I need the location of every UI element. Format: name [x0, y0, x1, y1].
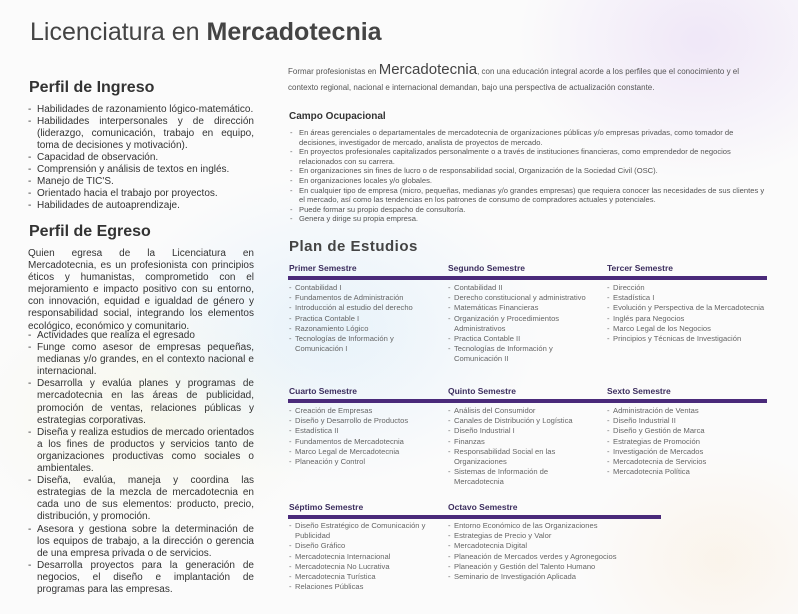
list-item: - Diseño Gráfico	[289, 541, 439, 551]
list-item: - Organización y Procedimientos Administrativos	[448, 314, 598, 334]
list-item: - En cualquier tipo de empresa (micro, pequeñas, medianas y/o grandes empresas) que requiera conocer las necesidades de sus clientes y el mercado, así como las tendencias en los patrones de consumo de compradores actuales y potenciales.	[290, 186, 770, 205]
list-item: - Desarrolla proyectos para la generación de negocios, el diseño e implantación de programas para las empresas.	[28, 560, 254, 596]
semester-4-title: Cuarto Semestre	[289, 386, 358, 396]
semester-1-list	[289, 283, 439, 354]
list-item: - Inglés para Negocios	[607, 314, 777, 324]
list-item: - Habilidades interpersonales y de dirección (liderazgo, comunicación, trabajo en equipo, toma de decisiones y motivación).	[28, 116, 254, 152]
list-item: - Razonamiento Lógico	[289, 324, 439, 334]
list-item: - Estrategias de Promoción	[607, 437, 777, 447]
semester-7-list	[289, 521, 439, 592]
list-item: - Habilidades de razonamiento lógico-matemático.	[28, 104, 254, 116]
semester-4-list	[289, 406, 439, 467]
list-item: - Entorno Económico de las Organizaciones	[448, 521, 663, 531]
title-brand: Mercadotecnia	[206, 18, 382, 46]
list-item: - Evolución y Perspectiva de la Mercadotecnia	[607, 303, 777, 313]
list-item: - Estadística I	[607, 293, 777, 303]
perfil-ingreso-list	[28, 104, 254, 212]
list-item: - Tecnologías de Información y Comunicación II	[448, 344, 598, 364]
semester-8-title: Octavo Semestre	[448, 502, 518, 512]
page-title	[30, 18, 382, 47]
list-item: - Desarrolla y evalúa planes y programas de mercadotecnia en las áreas de publicidad, promoción de ventas, relaciones públicas y estrategias corporativas.	[28, 378, 254, 426]
plan-estudios-heading: Plan de Estudios	[289, 238, 418, 255]
semester-2-list	[448, 283, 598, 365]
perfil-egreso-list	[28, 330, 254, 596]
perfil-egreso-heading: Perfil de Egreso	[29, 223, 151, 240]
list-item: - Manejo de TIC'S.	[28, 176, 254, 188]
semester-2-title: Segundo Semestre	[448, 263, 525, 273]
list-item: - Mercadotecnia Digital	[448, 541, 663, 551]
list-item: - Marco Legal de Mercadotecnia	[289, 447, 439, 457]
list-item: - Habilidades de autoaprendizaje.	[28, 200, 254, 212]
semester-6-list	[607, 406, 777, 477]
list-item: - Contabilidad I	[289, 283, 439, 293]
list-item: - Administración de Ventas	[607, 406, 777, 416]
list-item: - Asesora y gestiona sobre la determinación de los equipos de trabajo, a la dirección o gerencia de una empresa privada o de servicios.	[28, 524, 254, 560]
list-item: - Diseño y Desarrollo de Productos	[289, 416, 439, 426]
list-item: - En organizaciones locales y/o globales.	[290, 176, 770, 186]
list-item: - Practica Contable II	[448, 334, 598, 344]
semester-3-list	[607, 283, 777, 344]
title-prefix: Licenciatura en	[30, 18, 207, 46]
list-item: - Diseño Industrial I	[448, 426, 598, 436]
list-item: - Estrategias de Precio y Valor	[448, 531, 663, 541]
campo-ocupacional-list	[290, 128, 770, 224]
list-item: - Diseña y realiza estudios de mercado orientados a los fines de productos y servicios tanto de organizaciones productivas como sociales o ambientales.	[28, 427, 254, 475]
list-item: - Puede formar su propio despacho de consultoría.	[290, 205, 770, 215]
semester-5-title: Quinto Semestre	[448, 386, 517, 396]
list-item: - Marco Legal de los Negocios	[607, 324, 777, 334]
list-item: - Análisis del Consumidor	[448, 406, 598, 416]
semester-1-title: Primer Semestre	[289, 263, 357, 273]
list-item: - Creación de Empresas	[289, 406, 439, 416]
perfil-ingreso-heading: Perfil de Ingreso	[29, 79, 155, 96]
objetivo-brand: Mercadotecnia	[378, 61, 478, 78]
list-item: - Fundamentos de Administración	[289, 293, 439, 303]
list-item: - Investigación de Mercados	[607, 447, 777, 457]
list-item: - Relaciones Públicas	[289, 582, 439, 592]
list-item: - Principios y Técnicas de Investigación	[607, 334, 777, 344]
semester-row-1-bar	[288, 276, 767, 280]
objetivo-suffix: , con una educación integral acorde a los perfiles que el conocimiento y el contexto regional, nacional e internacional demandan, bajo una perspectiva de actualización constante.	[288, 67, 740, 92]
list-item: - Derecho constitucional y administrativo	[448, 293, 598, 303]
list-item: - Diseña, evalúa, maneja y coordina las estrategias de la mezcla de mercadotecnia en cada uno de sus elementos: producto, precio, distribución, y promoción.	[28, 475, 254, 523]
list-item: - Mercadotecnia Internacional	[289, 552, 439, 562]
list-item: - Practica Contable I	[289, 314, 439, 324]
list-item: - Sistemas de Información de Mercadotecnia	[448, 467, 598, 487]
list-item: - Responsabilidad Social en las Organizaciones	[448, 447, 598, 467]
list-item: - Mercadotecnia Turística	[289, 572, 439, 582]
list-item: - Planeación y Gestión del Talento Humano	[448, 562, 663, 572]
list-item: - Comprensión y análisis de textos en inglés.	[28, 164, 254, 176]
list-item: - Capacidad de observación.	[28, 152, 254, 164]
semester-6-title: Sexto Semestre	[607, 386, 671, 396]
list-item: - Mercadotecnia de Servicios	[607, 457, 777, 467]
list-item: - Planeación y Control	[289, 457, 439, 467]
list-item: - Genera y dirige su propia empresa.	[290, 214, 770, 224]
semester-row-3-bar	[288, 515, 661, 519]
objetivo-prefix: Formar profesionistas en	[288, 67, 379, 76]
list-item: - Diseño y Gestión de Marca	[607, 426, 777, 436]
list-item: - En organizaciones sin fines de lucro o de responsabilidad social, Organización de la Sociedad Civil (OSC).	[290, 166, 770, 176]
list-item: - Introducción al estudio del derecho	[289, 303, 439, 313]
list-item: - Estadística II	[289, 426, 439, 436]
semester-5-list	[448, 406, 598, 488]
list-item: - Finanzas	[448, 437, 598, 447]
semester-row-2-bar	[288, 399, 767, 403]
semester-7-title: Séptimo Semestre	[289, 502, 364, 512]
list-item: - En áreas gerenciales o departamentales de mercadotecnia de organizaciones públicas y/o empresas privadas, como tomador de decisiones, investigador de mercado, analista de proyectos de mercado.	[290, 128, 770, 147]
semester-8-list	[448, 521, 663, 582]
list-item: - Tecnologías de Información y Comunicación I	[289, 334, 439, 354]
list-item: - Canales de Distribución y Logística	[448, 416, 598, 426]
list-item: - Funge como asesor de empresas pequeñas, medianas y/o grandes, en el contexto nacional e internacional.	[28, 342, 254, 378]
list-item: - Dirección	[607, 283, 777, 293]
list-item: - Planeación de Mercados verdes y Agronegocios	[448, 552, 663, 562]
list-item: - Contabilidad II	[448, 283, 598, 293]
list-item: - Diseño Industrial II	[607, 416, 777, 426]
perfil-egreso-intro: Quien egresa de la Licenciatura en Mercadotecnia, es un profesionista con principios éticos y humanistas, comprometido con el mejoramiento e impacto positivo con su entorno, con innovación, equidad e igualdad de género y responsabilidad social, integrando los elementos ecológico, económico y comunitario.	[28, 248, 254, 332]
list-item: - En proyectos profesionales capitalizados personalmente o a través de instituciones financieras, como emprendedor de negocios relacionados con su carrera.	[290, 147, 770, 166]
campo-ocupacional-heading: Campo Ocupacional	[289, 111, 386, 122]
list-item: - Mercadotecnia No Lucrativa	[289, 562, 439, 572]
list-item: - Orientado hacia el trabajo por proyectos.	[28, 188, 254, 200]
list-item: - Matemáticas Financieras	[448, 303, 598, 313]
list-item: - Diseño Estratégico de Comunicación y Publicidad	[289, 521, 439, 541]
list-item: - Seminario de Investigación Aplicada	[448, 572, 663, 582]
list-item: - Mercadotecnia Política	[607, 467, 777, 477]
list-item: - Actividades que realiza el egresado	[28, 330, 254, 342]
objetivo-paragraph	[288, 62, 770, 96]
list-item: - Fundamentos de Mercadotecnia	[289, 437, 439, 447]
semester-3-title: Tercer Semestre	[607, 263, 673, 273]
